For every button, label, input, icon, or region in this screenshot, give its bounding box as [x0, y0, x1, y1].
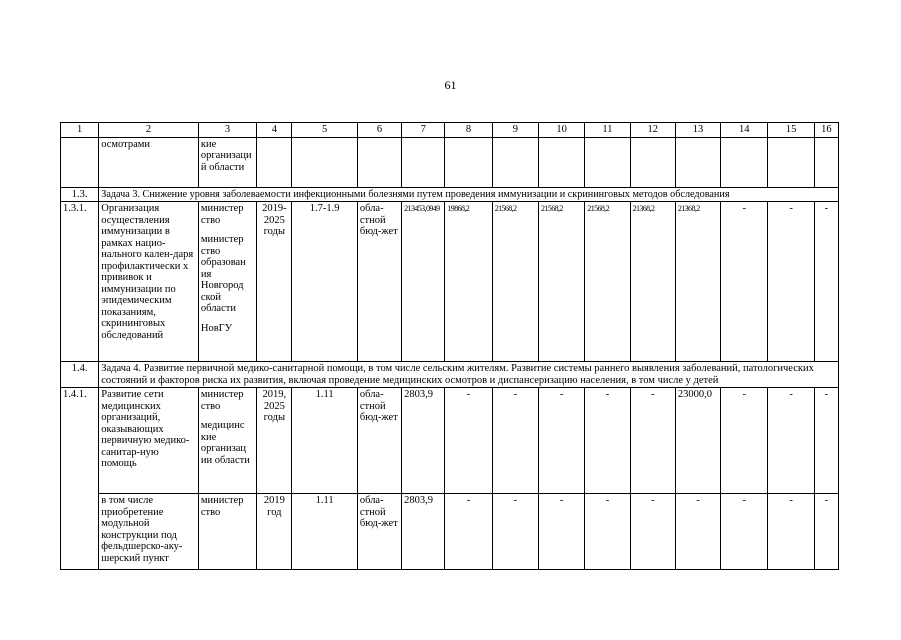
value-cell: -	[721, 202, 768, 362]
executor-item: медицинс кие организац ии области	[200, 420, 250, 466]
indicator-cell: 1.7-1.9	[292, 202, 357, 362]
header-cell: 16	[814, 123, 838, 138]
section-number: 1.3.	[61, 187, 99, 202]
value-cell: 23000,0	[675, 388, 720, 494]
value-cell: -	[630, 388, 675, 494]
continuation-row	[61, 137, 839, 187]
value-cell: -	[585, 494, 630, 570]
value-cell: -	[768, 202, 814, 362]
value-cell: 2803,9	[402, 494, 445, 570]
period-cell: 2019, 2025 годы	[257, 388, 292, 494]
value-cell: -	[814, 202, 838, 362]
table-cell	[445, 137, 492, 187]
table-cell	[768, 137, 814, 187]
value-cell: 21368,2	[675, 202, 720, 362]
table-cell	[585, 137, 630, 187]
value-cell: -	[585, 388, 630, 494]
table-cell: осмотрами	[99, 137, 199, 187]
table-cell: кие организаций области	[198, 137, 256, 187]
value-cell: -	[768, 494, 814, 570]
period-cell: 2019-2025 годы	[257, 202, 292, 362]
table-cell	[630, 137, 675, 187]
executor-item: министер ство	[200, 203, 244, 226]
value-cell: 2803,9	[402, 388, 445, 494]
value-cell: -	[492, 494, 538, 570]
header-cell: 7	[402, 123, 445, 138]
value-cell: -	[721, 494, 768, 570]
executor-item: министер ство образован ия Новгород ской области	[200, 234, 246, 314]
period-cell: 2019 год	[257, 494, 292, 570]
indicator-cell: 1.11	[292, 388, 357, 494]
source-cell: обла-стной бюд-жет	[357, 494, 401, 570]
table-cell	[675, 137, 720, 187]
table-row-1-4-1	[61, 388, 839, 494]
measure-name: Развитие сети медицинских организаций, оказывающих первичную медико-санитар-ную помощь	[99, 388, 199, 494]
header-cell: 6	[357, 123, 401, 138]
table-cell	[357, 137, 401, 187]
header-cell: 14	[721, 123, 768, 138]
header-cell: 1	[61, 123, 99, 138]
table-cell	[402, 137, 445, 187]
measure-name: в том числе приобретение модульной конструкции под фельдшерско-аку-шерский пункт	[99, 494, 199, 570]
row-number: 1.4.1.	[61, 388, 99, 570]
executor-item: министер ство	[200, 389, 244, 412]
table-cell	[292, 137, 357, 187]
section-row-1-4	[61, 362, 839, 388]
table-cell	[61, 137, 99, 187]
header-cell: 4	[257, 123, 292, 138]
header-row	[61, 123, 839, 138]
header-cell: 13	[675, 123, 720, 138]
value-cell: 21568,2	[492, 202, 538, 362]
value-cell: -	[445, 388, 492, 494]
table-cell	[721, 137, 768, 187]
value-cell: -	[492, 388, 538, 494]
value-cell: -	[539, 494, 585, 570]
header-cell: 2	[99, 123, 199, 138]
table-row-1-4-1-sub	[61, 494, 839, 570]
executor-cell	[198, 202, 256, 362]
header-cell: 9	[492, 123, 538, 138]
header-cell: 3	[198, 123, 256, 138]
budget-table	[60, 122, 839, 570]
value-cell: 213453,0949	[402, 202, 445, 362]
executor-cell	[198, 388, 256, 494]
header-cell: 5	[292, 123, 357, 138]
header-cell: 11	[585, 123, 630, 138]
section-title: Задача 3. Снижение уровня заболеваемости инфекционными болезнями путем проведения иммунизации и скрининговых методов обследования	[99, 187, 839, 202]
header-cell: 10	[539, 123, 585, 138]
section-row-1-3	[61, 187, 839, 202]
page-number: 61	[444, 78, 457, 92]
source-cell: обла-стной бюд-жет	[357, 388, 401, 494]
section-title: Задача 4. Развитие первичной медико-санитарной помощи, в том числе сельским жителям. Развитие системы раннего выявления заболеваний, патологических состояний и факторов риска их развития, включая проведение медицинских осмотров и диспансеризацию населения, в том числе у детей	[99, 362, 839, 388]
source-cell: обла-стной бюд-жет	[357, 202, 401, 362]
table-cell	[814, 137, 838, 187]
value-cell: 21568,2	[585, 202, 630, 362]
header-cell: 12	[630, 123, 675, 138]
header-cell: 8	[445, 123, 492, 138]
value-cell: -	[814, 494, 838, 570]
measure-name: Организация осуществления иммунизации в рамках нацио-нального кален-даря профилактически х прививок и иммунизации по эпидемическим показаниям, скрининговых обследований	[99, 202, 199, 362]
value-cell: -	[539, 388, 585, 494]
value-cell: -	[675, 494, 720, 570]
executor-item: НовГУ	[200, 322, 233, 334]
header-cell: 15	[768, 123, 814, 138]
value-cell: 21368,2	[630, 202, 675, 362]
value-cell: -	[721, 388, 768, 494]
table-cell	[257, 137, 292, 187]
table-row-1-3-1	[61, 202, 839, 362]
value-cell: -	[445, 494, 492, 570]
executor-cell: министер ство	[198, 494, 256, 570]
table-cell	[539, 137, 585, 187]
value-cell: 19868,2	[445, 202, 492, 362]
value-cell: -	[814, 388, 838, 494]
section-number: 1.4.	[61, 362, 99, 388]
table-cell	[492, 137, 538, 187]
indicator-cell: 1.11	[292, 494, 357, 570]
value-cell: -	[630, 494, 675, 570]
value-cell: 21568,2	[539, 202, 585, 362]
value-cell: -	[768, 388, 814, 494]
row-number: 1.3.1.	[61, 202, 99, 362]
